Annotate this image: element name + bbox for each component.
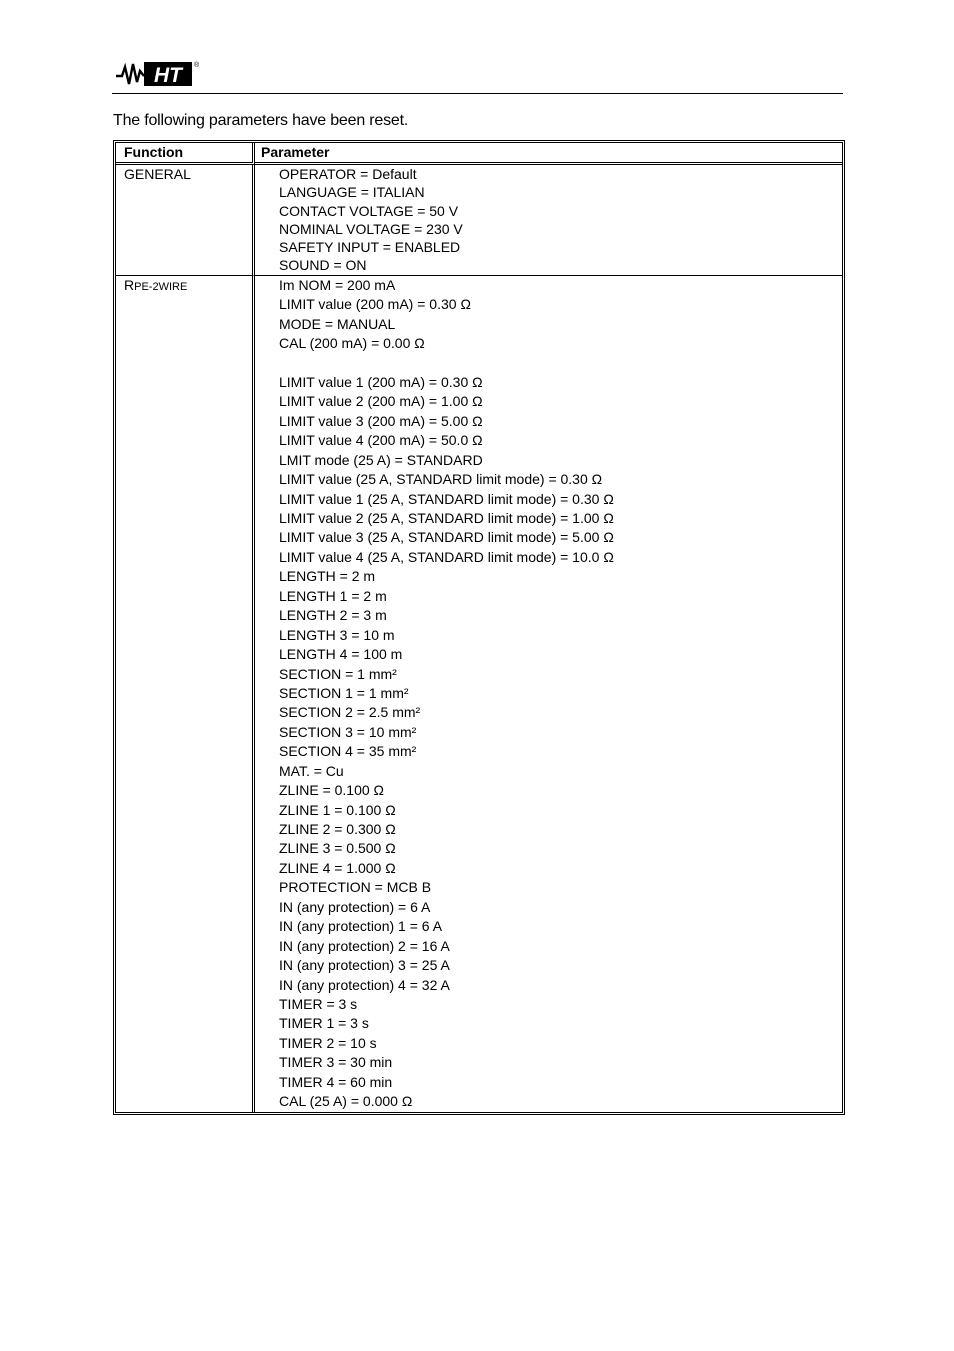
- parameter-item: LIMIT value (25 A, STANDARD limit mode) = 0.30 Ω: [279, 471, 603, 488]
- parameter-item: CAL (200 mA) = 0.00 Ω: [279, 335, 425, 352]
- function-cell: [116, 276, 255, 1112]
- table-row-rpe-2wire: [116, 276, 842, 1112]
- parameter-item: LENGTH 3 = 10 m: [279, 626, 395, 643]
- parameter-item: LENGTH = 2 m: [279, 568, 376, 585]
- parameter-item: TIMER 1 = 3 s: [279, 1015, 369, 1032]
- parameter-item: LIMIT value 4 (25 A, STANDARD limit mode) = 10.0 Ω: [279, 548, 614, 565]
- parameter-item: TIMER 4 = 60 min: [279, 1073, 393, 1090]
- parameter-item: LIMIT value 1 (200 mA) = 0.30 Ω: [279, 373, 483, 390]
- parameter-item: MAT. = Cu: [279, 762, 344, 779]
- parameter-item: TIMER 2 = 10 s: [279, 1034, 377, 1051]
- parameter-item: LANGUAGE = ITALIAN: [279, 184, 425, 201]
- parameter-item: IN (any protection) 3 = 25 A: [279, 957, 450, 974]
- parameter-list: [261, 165, 842, 275]
- parameter-item: LIMIT value 3 (200 mA) = 5.00 Ω: [279, 412, 483, 429]
- parameter-item: LENGTH 4 = 100 m: [279, 646, 403, 663]
- parameter-item: IN (any protection) 1 = 6 A: [279, 918, 443, 935]
- logo-wave-icon: [116, 64, 144, 84]
- parameter-cell: [255, 276, 842, 1112]
- parameter-item: ZLINE 2 = 0.300 Ω: [279, 821, 396, 838]
- function-name-subscript: PE-2WIRE: [134, 280, 188, 293]
- function-name-main: R: [124, 276, 135, 293]
- parameter-item: Im NOM = 200 mA: [279, 276, 396, 293]
- function-name: GENERAL: [124, 166, 191, 182]
- function-column-header: Function: [116, 143, 255, 165]
- parameter-item: IN (any protection) = 6 A: [279, 898, 431, 915]
- logo-text: HT: [154, 64, 182, 87]
- parameter-item: IN (any protection) 4 = 32 A: [279, 976, 450, 993]
- parameter-item: MODE = MANUAL: [279, 315, 396, 332]
- parameter-item: OPERATOR = Default: [279, 166, 417, 182]
- header-rule: [112, 93, 843, 94]
- ht-logo: [114, 58, 198, 88]
- parameter-item: NOMINAL VOLTAGE = 230 V: [279, 220, 463, 237]
- parameter-item: SECTION 1 = 1 mm²: [279, 684, 409, 701]
- parameter-item: IN (any protection) 2 = 16 A: [279, 937, 450, 954]
- logo-registered-mark: ®: [194, 62, 200, 69]
- parameter-item: LIMIT value 4 (200 mA) = 50.0 Ω: [279, 432, 483, 449]
- table-header-row: [116, 143, 842, 165]
- parameter-item: LENGTH 1 = 2 m: [279, 587, 387, 604]
- reset-parameters-table: [113, 140, 845, 1115]
- parameter-item: ZLINE 3 = 0.500 Ω: [279, 840, 396, 857]
- intro-text: The following parameters have been reset.: [113, 112, 409, 129]
- parameter-item: LIMIT value 2 (200 mA) = 1.00 Ω: [279, 393, 483, 410]
- parameter-item: CONTACT VOLTAGE = 50 V: [279, 202, 459, 219]
- parameter-item: LENGTH 2 = 3 m: [279, 607, 387, 624]
- parameter-item: ZLINE = 0.100 Ω: [279, 782, 385, 799]
- parameter-item: LIMIT value 1 (25 A, STANDARD limit mode) = 0.30 Ω: [279, 490, 614, 507]
- table-row-general: [116, 165, 842, 276]
- parameter-item: SECTION 3 = 10 mm²: [279, 723, 417, 740]
- parameter-cell: [255, 165, 842, 276]
- parameter-item: LIMIT value (200 mA) = 0.30 Ω: [279, 296, 471, 313]
- parameter-item: TIMER = 3 s: [279, 995, 358, 1012]
- parameter-column-header: Parameter: [255, 143, 842, 165]
- parameter-item: SECTION 2 = 2.5 mm²: [279, 704, 421, 721]
- parameter-item: PROTECTION = MCB B: [279, 879, 432, 896]
- parameter-item: ZLINE 4 = 1.000 Ω: [279, 859, 396, 876]
- function-cell: [116, 165, 255, 276]
- parameter-item: SECTION = 1 mm²: [279, 665, 397, 682]
- parameter-item: LIMIT value 2 (25 A, STANDARD limit mode) = 1.00 Ω: [279, 510, 614, 527]
- parameter-item: SECTION 4 = 35 mm²: [279, 743, 417, 760]
- function-name: [124, 276, 252, 294]
- parameter-item: [279, 354, 842, 373]
- parameter-item: SOUND = ON: [279, 257, 367, 274]
- parameter-item: LMIT mode (25 A) = STANDARD: [279, 451, 483, 468]
- parameter-item: TIMER 3 = 30 min: [279, 1054, 393, 1071]
- parameter-list: [261, 276, 842, 1112]
- parameter-item: ZLINE 1 = 0.100 Ω: [279, 801, 396, 818]
- parameter-item: LIMIT value 3 (25 A, STANDARD limit mode) = 5.00 Ω: [279, 529, 614, 546]
- parameter-item: CAL (25 A) = 0.000 Ω: [279, 1093, 413, 1110]
- parameter-item: SAFETY INPUT = ENABLED: [279, 239, 461, 256]
